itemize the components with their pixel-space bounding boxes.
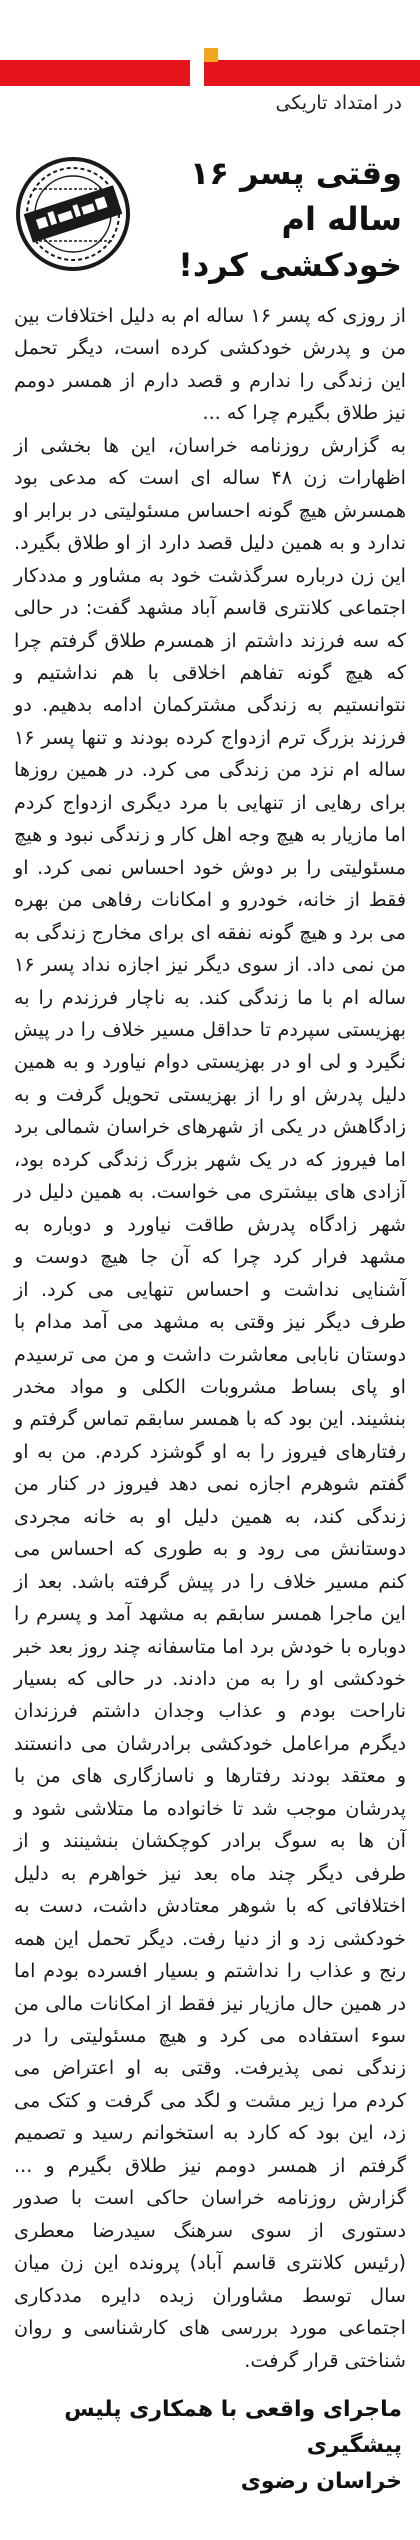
orange-square <box>204 48 218 62</box>
article-title <box>162 150 402 288</box>
article-body <box>14 300 406 2377</box>
red-square <box>204 62 218 86</box>
article-signature <box>10 2392 402 2500</box>
red-bar-right <box>218 60 420 86</box>
header-decoration <box>0 0 420 114</box>
title-line-2: خودکشی کرد! <box>178 246 402 284</box>
section-label: در امتداد تاریکی <box>275 92 402 114</box>
bar-gap <box>190 60 204 86</box>
social-stamp-icon <box>14 155 132 273</box>
paragraph-main: به گزارش روزنامه خراسان، این ها بخشی از اظهارات زن ۴۸ ساله ای است که مدعی بود همسرش هیچ گونه احساس مسئولیتی در برابر او ندارد و به همین دلیل قصد دارد از او طلاق بگیرد. این زن درباره سرگذشت خود به مشاور و مددکار اجتماعی کلانتری قاسم آباد مشهد گفت: در حالی که سه فرزند داشتم از همسرم طلاق گرفتم چرا که هیچ گونه تفاهم اخلاقی با هم نداشتیم و نتوانستیم به زندگی مشترکمان ادامه بدهیم. دو فرزند بزرگ ترم ازدواج کرده بودند و تنها پسر ۱۶ ساله ام نزد من زندگی می کرد. در همین روزها برای رهایی از تنهایی با مرد دیگری ازدواج کردم اما مازیار به هیچ وجه اهل کار و زندگی نبود و هیچ مسئولیتی را بر دوش خود احساس نمی کرد. او فقط از خانه، خودرو و امکانات رفاهی من بهره می برد و هیچ گونه نفقه ای برای مخارج زندگی به من نمی داد. از سوی دیگر نیز اجازه نداد پسر ۱۶ ساله ام با ما زندگی کند. به ناچار فرزندم را به بهزیستی سپردم تا حداقل مسیر خلاف را در پیش نگیرد و لی او در بهزیستی دوام نیاورد و به همین دلیل پدرش او را از بهزیستی تحویل گرفت و به زادگاهش در یکی از شهرهای خراسان شمالی برد اما فیروز که در یک شهر بزرگ زندگی کرده بود، آزادی های بیشتری می خواست. به همین دلیل در شهر زادگاه پدرش طاقت نیاورد و دوباره به مشهد فرار کرد چرا که آن جا هیچ دوست و آشنایی نداشت و احساس تنهایی می کرد. از طرف دیگر نیز وقتی به مشهد می آمد مدام با دوستان نابابی معاشرت داشت و من می ترسیدم او پای بساط مشروبات الکلی و مواد مخدر بنشیند. این بود که با همسر سابقم تماس گرفتم و رفتارهای فیروز را به او گوشزد کردم. من به او گفتم شوهرم اجازه نمی دهد فیروز در کنار من زندگی کند، به همین دلیل او به خانه مجردی دوستانش می رود و به طوری که احساس می کنم مسیر خلاف را در پیش گرفته باشد. بعد از این ماجرا همسر سابقم به مشهد آمد و پسرم را دوباره با خودش برد اما متاسفانه چند روز بعد خبر خودکشی او را به من دادند. در حالی که بسیار ناراحت بودم و عذاب وجدان داشتم فرزندان دیگرم مراعامل خودکشی برادرشان می دانستند و معتقد بودند رفتارها و ناسازگاری های من با پدرشان موجب شد تا خانواده ما متلاشی شود و آن ها به سوگ برادر کوچکشان بنشینند و از طرفی دیگر چند ماه بعد نیز خواهرم به دلیل اختلافاتی که با شوهر معتادش داشت، دست به خودکشی زد و از دنیا رفت. دیگر تحمل این همه رنج و عذاب را نداشتم و بسیار افسرده بودم اما در همین حال مازیار نیز فقط از امکانات مالی من سوء استفاده می کرد و هیچ مسئولیتی را در زندگی نمی پذیرفت. وقتی به او اعتراض می کردم مرا زیر مشت و لگد می گرفت و کتک می زد، این بود که کارد به استخوانم رسید و تصمیم گرفتم از همسر دومم نیز طلاق بگیرم و ... گزارش روزنامه خراسان حاکی است با صدور دستوری از سوی سرهنگ سیدرضا معطری (رئیس کلانتری قاسم آباد) پرونده این زن میان سال توسط مشاوران زبده دایره مددکاری اجتماعی مورد بررسی های کارشناسی و روان شناختی قرار گرفت. <box>14 433 406 2372</box>
signature-line-2: خراسان رضوی <box>240 2469 402 2494</box>
red-bar-left <box>0 60 190 86</box>
title-line-1: وقتی پسر ۱۶ ساله ام <box>189 154 402 238</box>
signature-line-1: ماجرای واقعی با همکاری پلیس پیشگیری <box>64 2397 402 2458</box>
paragraph-intro: از روزی که پسر ۱۶ ساله ام به دلیل اختلافات بین من و پدرش خودکشی کرده است، دیگر تحمل این زندگی را ندارم و قصد دارم از همسر دومم نیز طلاق بگیرم چرا که ... <box>14 304 406 425</box>
